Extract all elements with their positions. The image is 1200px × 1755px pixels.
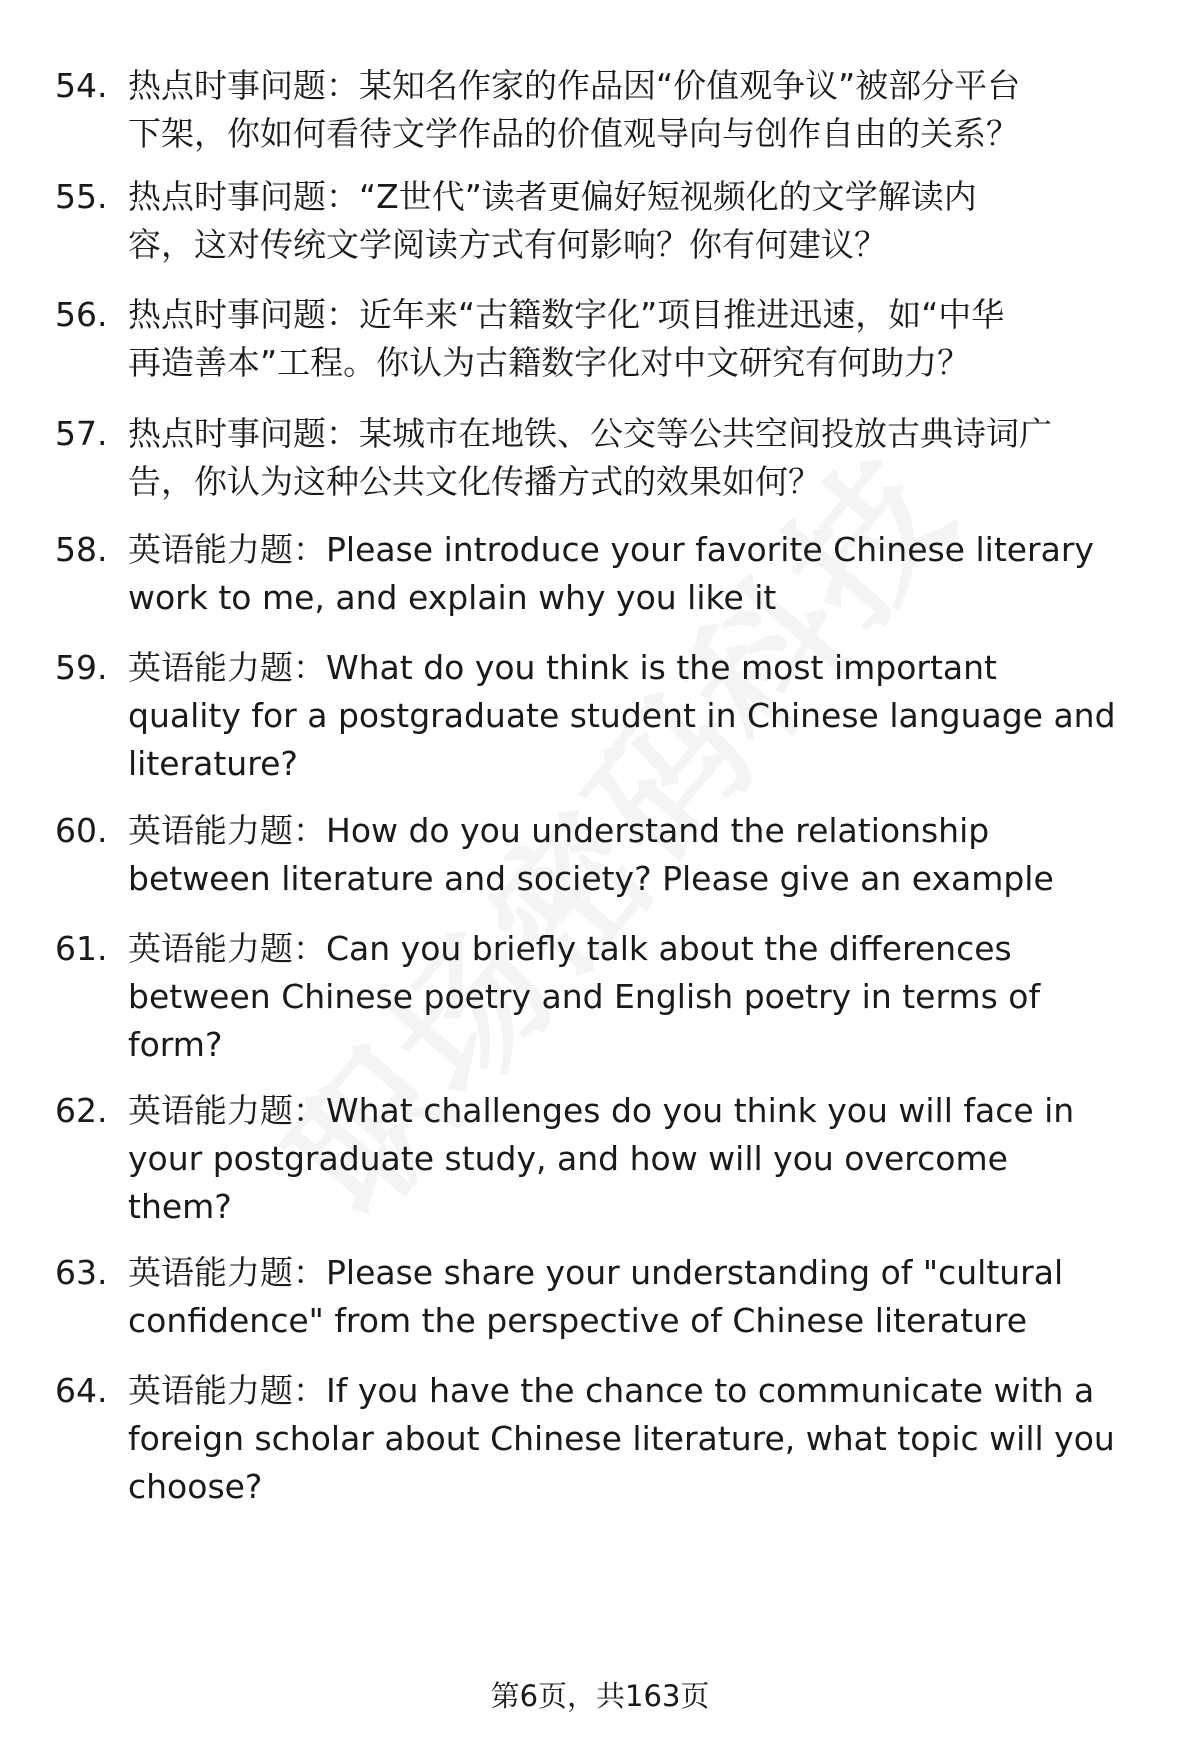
question-item	[55, 925, 1170, 1069]
question-number: 62.	[55, 1091, 108, 1130]
question-text: 英语能力题：How do you understand the relationship between literature and society? Please give an example	[128, 811, 1054, 898]
question-text: 英语能力题：Please introduce your favorite Chinese literary work to me, and explain why you like it	[128, 530, 1094, 617]
question-text: 英语能力题：Please share your understanding of "cultural confidence" from the perspective of Chinese literature	[128, 1253, 1064, 1340]
question-item	[55, 644, 1170, 788]
question-text: 英语能力题：If you have the chance to communicate with a foreign scholar about Chinese literature, what topic will you choose?	[128, 1371, 1115, 1506]
question-text: 英语能力题：Can you briefly talk about the differences between Chinese poetry and English poetry in terms of form?	[128, 929, 1041, 1064]
question-item	[55, 410, 1170, 506]
question-number: 56.	[55, 295, 108, 334]
question-item	[55, 291, 1170, 387]
question-number: 59.	[55, 648, 108, 687]
question-text: 热点时事问题：“Z世代”读者更偏好短视频化的文学解读内 容，这对传统文学阅读方式有何影响？你有何建议？	[128, 177, 977, 264]
question-number: 55.	[55, 177, 108, 216]
page-footer: 第6页，共163页	[490, 1679, 710, 1713]
question-number: 63.	[55, 1253, 108, 1292]
question-text: 英语能力题：What do you think is the most important quality for a postgraduate student in Chinese language and literature?	[128, 648, 1116, 783]
question-number: 54.	[55, 66, 108, 105]
question-item	[55, 807, 1170, 903]
question-number: 60.	[55, 811, 108, 850]
question-item	[55, 1087, 1170, 1231]
question-text: 热点时事问题：近年来“古籍数字化”项目推进迅速，如“中华 再造善本”工程。你认为古籍数字化对中文研究有何助力？	[128, 295, 1005, 382]
question-item	[55, 1249, 1170, 1345]
question-item	[55, 1367, 1170, 1511]
question-number: 61.	[55, 929, 108, 968]
question-item	[55, 173, 1170, 269]
question-number: 58.	[55, 530, 108, 569]
question-number: 64.	[55, 1371, 108, 1410]
question-text: 英语能力题：What challenges do you think you will face in your postgraduate study, and how will you overcome them?	[128, 1091, 1075, 1226]
question-text: 热点时事问题：某知名作家的作品因“价值观争议”被部分平台 下架，你如何看待文学作品的价值观导向与创作自由的关系？	[128, 66, 1021, 153]
question-number: 57.	[55, 414, 108, 453]
question-item	[55, 62, 1170, 158]
question-text: 热点时事问题：某城市在地铁、公交等公共空间投放古典诗词广 告，你认为这种公共文化传播方式的效果如何？	[128, 414, 1052, 501]
question-item	[55, 526, 1170, 622]
